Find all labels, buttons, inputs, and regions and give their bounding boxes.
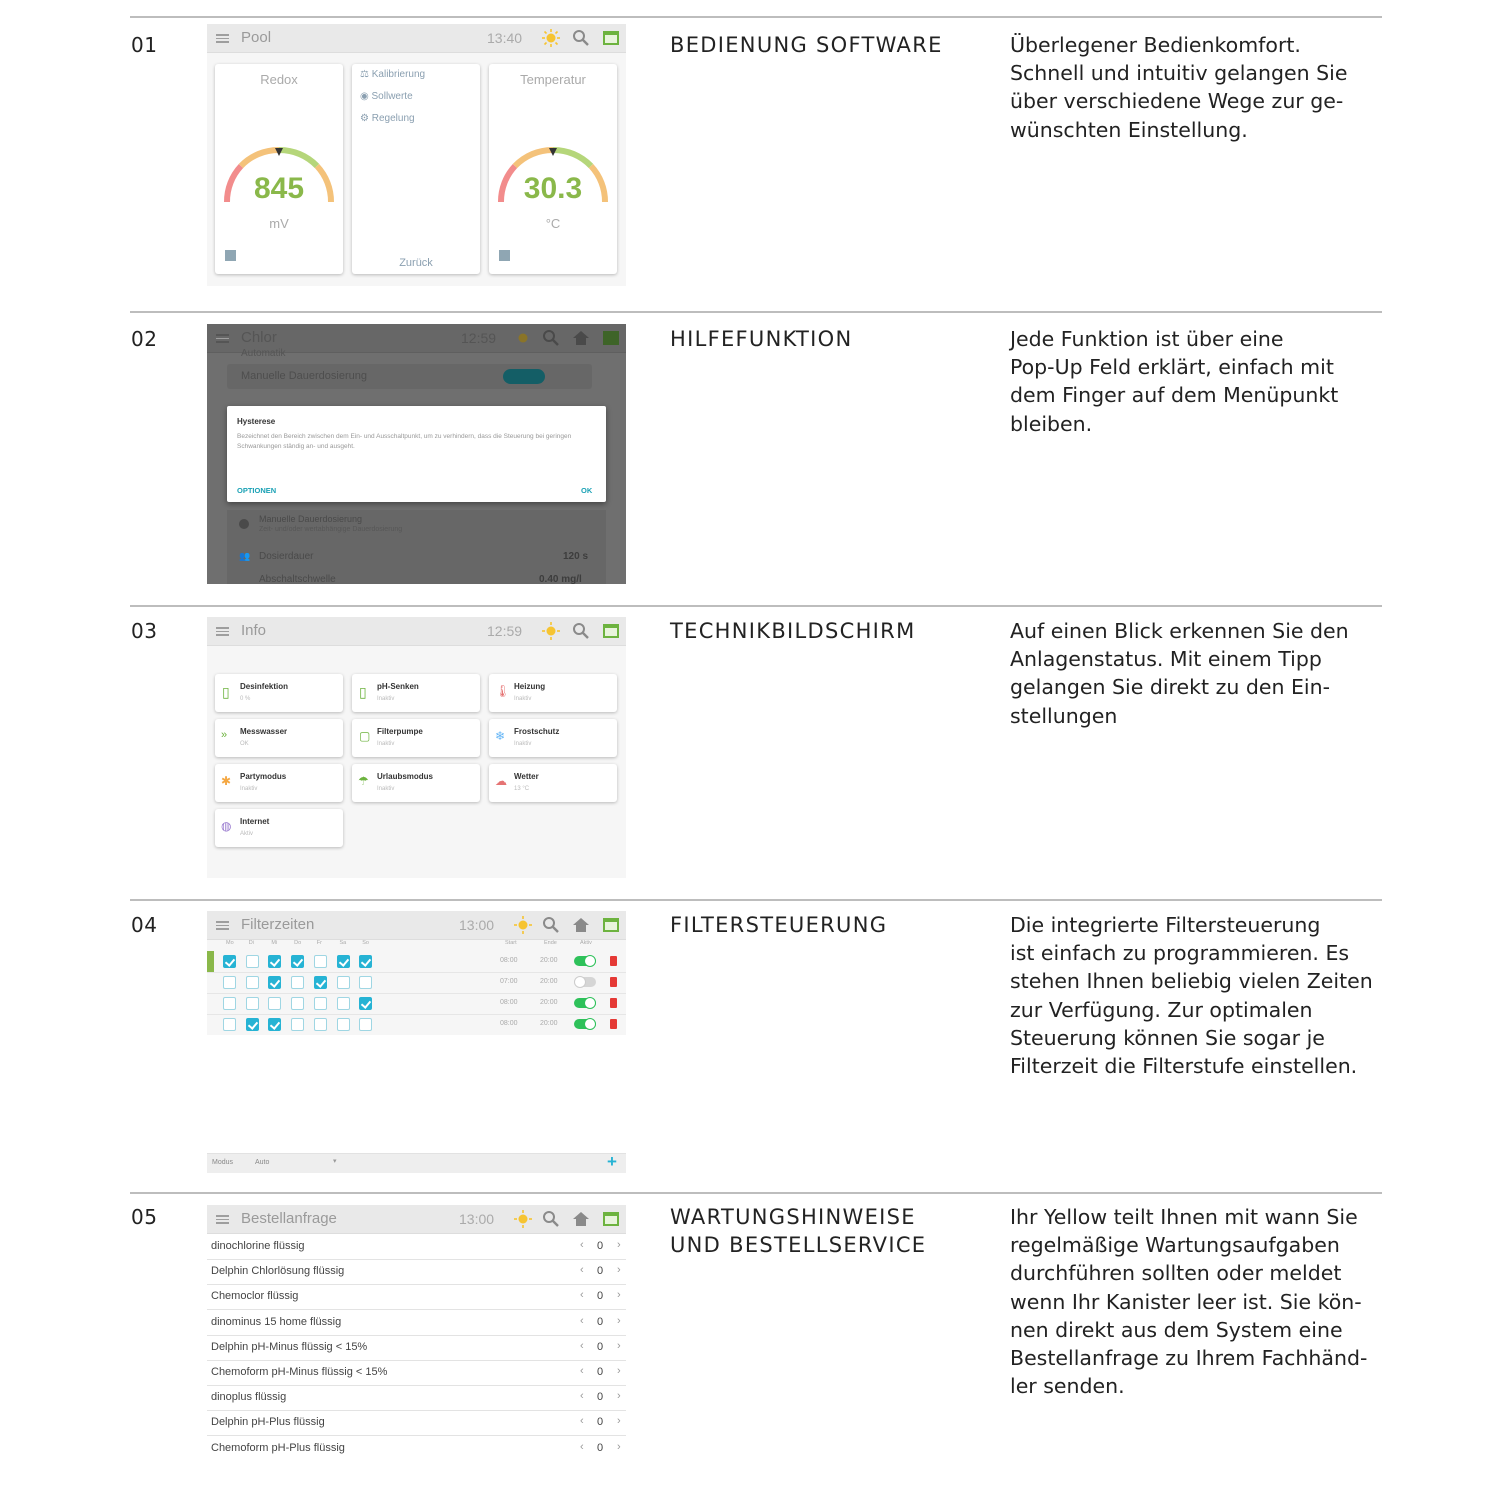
chevron-left-icon[interactable]: ‹ [580,1440,584,1453]
clock: 12:59 [461,330,497,346]
day-checkbox[interactable] [268,955,281,968]
day-checkbox[interactable] [223,976,236,989]
list-item [207,1310,626,1336]
day-header [207,940,626,950]
day-checkbox[interactable] [314,997,327,1010]
app-bar [207,1205,626,1234]
row-value: 0.40 mg/l [539,574,582,584]
chevron-left-icon[interactable]: ‹ [580,1365,584,1377]
chevron-left-icon[interactable]: ‹ [580,1239,584,1251]
trash-icon[interactable] [610,1019,617,1029]
tile-name: Heizung [514,682,546,691]
product-name: Delphin pH-Minus flüssig < 15% [211,1340,368,1353]
screenshot-pool [207,24,626,286]
calendar-icon[interactable] [601,915,621,935]
redox-unit: mV [269,216,289,231]
day-checkbox[interactable] [359,1018,372,1031]
tile-name: Messwasser [240,727,288,736]
table-row[interactable] [207,972,626,994]
day-checkbox[interactable] [291,997,304,1010]
quantity-value: 0 [597,1290,604,1303]
section-description: Ihr Yellow teilt Ihnen mit wann Sie regelmäßige Wartungsaufgaben durchführen sollten oder meldet wenn Ihr Kanister leer ist. Sie kön- nen direkt aus dem System eine Bestellanfrage zu Ihrem Fachhänd- ler senden. [1010,1205,1368,1399]
list-item [207,1436,626,1461]
section-description: Überlegener Bedienkomfort. Schnell und intuitiv gelangen Sie über verschiedene Wege zur ge- wünschten Einstellung. [1010,33,1348,142]
day-label: So [362,940,369,946]
section-number: 03 [131,619,158,643]
globe-icon: ◍ [221,819,232,833]
product-name: Delphin pH-Plus flüssig [211,1416,325,1429]
day-label: Mi [271,940,278,946]
section-number: 01 [131,33,158,57]
ok-button[interactable]: OK [581,486,593,495]
start-time[interactable]: 08:00 [500,1020,518,1027]
square-icon [225,250,236,261]
square-icon [499,250,510,261]
flow-icon: » [221,729,228,741]
divider [130,1192,1382,1194]
search-icon[interactable] [571,28,591,48]
temperature-value: 30.3 [523,172,583,205]
toggle[interactable] [503,369,545,384]
clock: 12:59 [487,623,523,639]
section-description: Die integrierte Filtersteuerung ist einfach zu programmieren. Es stehen Ihnen beliebig vielen Zeiten zur Verfügung. Zur optimalen Steuerung können Sie sogar je Filterzeit die Filterstufe einstellen. [1010,913,1373,1079]
menu-icon[interactable] [216,1215,229,1224]
redox-card[interactable] [215,64,343,274]
chevron-left-icon[interactable]: ‹ [580,1264,584,1277]
search-icon[interactable] [541,915,561,935]
day-checkbox[interactable] [337,1018,350,1031]
tile-name: Desinfektion [240,682,289,691]
tile-status: 13 °C [514,786,530,792]
app-bar [207,617,626,646]
active-toggle[interactable] [574,956,596,966]
day-checkbox[interactable] [268,1018,281,1031]
list-item [207,1410,626,1436]
menu-icon[interactable] [216,34,229,43]
divider [130,16,1382,18]
dialog-title: Hysterese [237,417,276,426]
tile-partymodus[interactable] [215,764,343,802]
day-checkbox[interactable] [246,976,259,989]
divider [130,605,1382,607]
active-toggle[interactable] [574,977,596,987]
tile-name: Wetter [514,772,539,781]
options-button[interactable]: OPTIONEN [237,486,277,495]
tile-name: Filterpumpe [377,727,423,736]
help-dialog [227,406,606,502]
selection-marker [207,951,214,972]
list-item[interactable] [227,364,592,389]
order-list [207,1234,626,1461]
list-item [207,1335,626,1361]
menu-item-label: Kalibrierung [371,69,426,80]
mode-bar [207,1153,626,1173]
app-bar [207,911,626,940]
day-checkbox[interactable] [223,955,236,968]
product-name: Delphin Chlorlösung flüssig [211,1265,345,1278]
clock: 13:00 [459,1211,495,1227]
tile-status: Aktiv [240,831,254,837]
end-time[interactable]: 20:00 [540,999,558,1006]
canister-icon: ▯ [359,684,367,700]
start-time[interactable]: 08:00 [500,999,518,1006]
tile-status: Inaktiv [514,741,532,747]
quantity-value: 0 [597,1265,604,1278]
day-checkbox[interactable] [359,955,372,968]
quantity-value: 0 [597,1366,604,1378]
chevron-right-icon[interactable]: › [617,1365,621,1377]
tile-name: Urlaubsmodus [377,772,434,781]
product-name: Chemoform pH-Minus flüssig < 15% [211,1366,388,1378]
redox-label: Redox [260,72,298,87]
screen-title: Info [241,622,267,639]
day-checkbox[interactable] [337,997,350,1010]
day-checkbox[interactable] [337,955,350,968]
start-time[interactable]: 07:00 [500,978,518,985]
row-value: 120 s [563,551,589,562]
trash-icon[interactable] [610,956,617,966]
tile-name: Internet [240,817,270,826]
app-bar [207,24,626,53]
sun-icon[interactable] [513,1209,533,1229]
menu-item-calibration[interactable] [360,69,425,80]
row-title: Manuelle Dauerdosierung [259,514,363,524]
dot-icon [239,519,249,529]
filter-icon: ▢ [359,729,371,743]
menu-item-label: Sollwerte [371,91,413,102]
row-label: Abschaltschwelle [259,574,336,584]
section-number: 02 [131,327,158,351]
quantity-value: 0 [597,1441,604,1454]
tile-status: OK [240,741,249,747]
calendar-icon[interactable] [601,621,621,641]
temperature-unit: °C [545,216,561,231]
day-label: Sa [339,940,347,946]
menu-item-setpoints[interactable] [360,91,413,102]
menu-icon[interactable] [216,627,229,636]
menu-icon[interactable] [216,334,229,343]
add-icon[interactable]: + [607,1152,617,1171]
section-heading: FILTERSTEUERUNG [670,913,888,937]
menu-card [352,64,480,274]
day-label: Di [248,940,254,946]
tile-frostschutz[interactable] [489,719,617,757]
tile-filterpumpe[interactable] [352,719,480,757]
quantity-value: 0 [597,1240,604,1252]
day-checkbox[interactable] [268,997,281,1010]
product-name: Chemoclor flüssig [211,1290,299,1303]
day-checkbox[interactable] [314,955,327,968]
thermometer-icon: 🌡 [495,684,511,698]
day-checkbox[interactable] [246,955,259,968]
active-toggle[interactable] [574,1019,596,1029]
section-description: Jede Funktion ist über eine Pop-Up Feld erklärt, einfach mit dem Finger auf dem Menüpunkt bleiben. [1010,327,1339,436]
home-icon[interactable] [571,1209,591,1229]
chevron-right-icon[interactable]: › [617,1440,621,1453]
day-label: Fr [316,940,322,946]
clock: 13:40 [487,30,523,46]
gears-icon: ⚙ [360,113,369,124]
day-label: Mo [226,940,234,946]
start-time[interactable]: 08:00 [500,957,518,964]
section-number: 05 [131,1205,158,1229]
weather-icon: ☁ [495,774,507,788]
end-time[interactable]: 20:00 [540,1020,558,1027]
day-label: Do [294,940,302,946]
temperature-card[interactable] [489,64,617,274]
active-toggle[interactable] [574,998,596,1008]
mode-select[interactable]: Auto [255,1159,270,1166]
screen-title: Filterzeiten [241,916,315,933]
home-icon[interactable] [571,915,591,935]
chevron-left-icon[interactable]: ‹ [580,1339,584,1352]
tile-desinfektion[interactable] [215,674,343,712]
tile-urlaubsmodus[interactable] [352,764,480,802]
day-checkbox[interactable] [246,1018,259,1031]
menu-icon[interactable] [216,921,229,930]
list-item [207,1360,626,1386]
filter-table [207,951,626,1035]
col-start: Start [505,940,517,946]
chevron-left-icon[interactable]: ‹ [580,1390,584,1403]
day-checkbox[interactable] [223,1018,236,1031]
section-heading: WARTUNGSHINWEISE UND BESTELLSERVICE [670,1205,927,1257]
calendar-icon[interactable] [601,28,621,48]
chevron-right-icon[interactable]: › [617,1415,621,1428]
calendar-icon[interactable] [601,328,621,348]
back-button[interactable]: Zurück [399,257,433,269]
list-item [207,1385,626,1411]
row-label: Dosierdauer [259,551,314,562]
divider [130,899,1382,901]
col-end: Ende [544,940,557,946]
day-checkbox[interactable] [291,955,304,968]
dialog-text: Bezeichnet den Bereich zwischen dem Ein- und Ausschaltpunkt, um zu verhindern, dass die Steuerung bei geringen Schwankungen ständig an- und ausgeht. [237,433,572,450]
row-subtitle: Zeit- und/oder wertabhängige Dauerdosierung [259,526,403,533]
chevron-left-icon[interactable]: ‹ [580,1415,584,1428]
section-heading: HILFEFUNKTION [670,327,853,351]
tile-name: Partymodus [240,772,287,781]
search-icon[interactable] [541,1209,561,1229]
party-icon: ✱ [221,774,232,788]
screen-title: Bestellanfrage [241,1210,337,1227]
chevron-right-icon[interactable]: › [617,1239,621,1251]
sun-icon[interactable] [541,621,561,641]
end-time[interactable]: 20:00 [540,978,558,985]
tile-status: Inaktiv [377,786,395,792]
home-icon[interactable] [571,328,591,348]
chevron-down-icon[interactable]: ▾ [333,1158,337,1165]
day-checkbox[interactable] [291,976,304,989]
canister-icon: ▯ [222,684,230,700]
tile-status: Inaktiv [377,696,395,702]
snowflake-icon: ❄ [495,729,506,743]
section-heading: BEDIENUNG SOFTWARE [670,33,943,57]
end-time[interactable]: 20:00 [540,957,558,964]
mode-label: Modus [212,1159,234,1166]
tile-status: 0 % [240,696,251,702]
tile-ph-senken[interactable] [352,674,480,712]
divider [130,311,1382,313]
calibration-icon: ⚖ [360,69,369,80]
product-name: dinochlorine flüssig [211,1240,305,1252]
sun-icon[interactable] [513,915,533,935]
screen-title: Pool [241,29,272,46]
list-item [207,1234,626,1260]
chevron-left-icon[interactable]: ‹ [580,1314,584,1327]
list-item [207,1259,626,1285]
chevron-right-icon[interactable]: › [617,1314,621,1327]
day-checkbox[interactable] [246,997,259,1010]
menu-item-label: Regelung [371,113,415,124]
day-checkbox[interactable] [314,1018,327,1031]
day-checkbox[interactable] [291,1018,304,1031]
day-checkbox[interactable] [359,997,372,1010]
day-checkbox[interactable] [314,976,327,989]
table-row[interactable] [207,951,626,973]
screenshot-bestellanfrage [207,1205,626,1461]
list-item: Automatik [241,348,286,359]
section-description: Auf einen Blick erkennen Sie den Anlagenstatus. Mit einem Tipp gelangen Sie direkt zu den Ein- stellungen [1010,619,1349,728]
screenshot-info [207,617,626,878]
screen-title: Chlor [241,329,277,346]
col-active: Aktiv [580,940,592,946]
screenshot-filterzeiten [207,911,626,1035]
chevron-left-icon[interactable]: ‹ [580,1289,584,1302]
settings-card [227,510,606,584]
screenshot-chlor [207,324,626,584]
table-row[interactable] [207,993,626,1015]
tile-internet[interactable] [215,809,343,847]
tile-status: Inaktiv [377,741,395,747]
section-number: 04 [131,913,158,937]
product-name: dinoplus flüssig [211,1391,287,1404]
clock: 13:00 [459,917,495,933]
row-label: Manuelle Dauerdosierung [241,370,367,382]
tile-status: Inaktiv [240,786,258,792]
search-icon[interactable] [571,621,591,641]
tile-heizung[interactable] [489,674,617,712]
calendar-icon[interactable] [601,1209,621,1229]
list-item [207,1284,626,1310]
users-icon: 👥 [239,551,251,561]
chevron-right-icon[interactable]: › [617,1339,621,1352]
chevron-right-icon[interactable]: › [617,1264,621,1277]
chevron-right-icon[interactable]: › [617,1390,621,1403]
temperature-label: Temperatur [520,72,586,87]
trash-icon[interactable] [610,977,617,987]
day-checkbox[interactable] [223,997,236,1010]
table-row[interactable] [207,1014,626,1035]
quantity-value: 0 [597,1340,604,1353]
sun-icon[interactable] [513,328,533,348]
tile-wetter[interactable] [489,764,617,802]
tile-name: Frostschutz [514,727,560,736]
quantity-value: 0 [597,1416,604,1429]
tile-name: pH-Senken [377,682,419,691]
tile-messwasser[interactable] [215,719,343,757]
day-checkbox[interactable] [359,976,372,989]
tile-status: Inaktiv [514,696,532,702]
quantity-value: 0 [597,1391,604,1404]
product-name: dinominus 15 home flüssig [211,1315,342,1328]
chevron-right-icon[interactable]: › [617,1289,621,1302]
section-heading: TECHNIKBILDSCHIRM [670,619,916,643]
umbrella-icon: ☂ [358,774,369,788]
sun-icon[interactable] [541,28,561,48]
menu-item-control[interactable] [360,113,415,124]
trash-icon[interactable] [610,998,617,1008]
product-name: Chemoform pH-Plus flüssig [211,1441,345,1454]
target-icon: ◉ [360,91,369,102]
quantity-value: 0 [597,1315,604,1328]
day-checkbox[interactable] [337,976,350,989]
search-icon[interactable] [541,328,561,348]
day-checkbox[interactable] [268,976,281,989]
redox-value: 845 [253,172,305,205]
